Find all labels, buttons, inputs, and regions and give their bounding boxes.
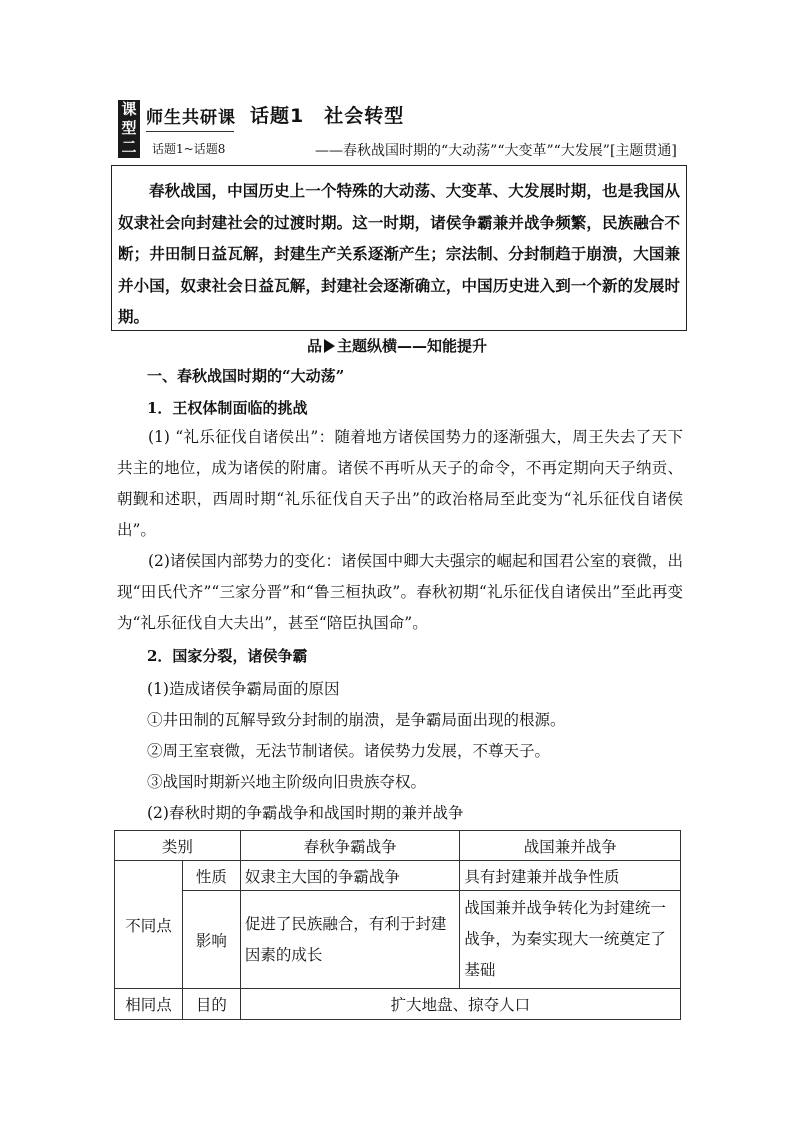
badge-char-2: 型 [121, 119, 137, 137]
table-cell: 战国兼并战争转化为封建统一战争，为秦实现大一统奠定了基础 [460, 891, 681, 989]
paragraph-2: (2)诸侯国内部势力的变化：诸侯国中卿大夫强宗的崛起和国君公室的衰微，出现“田氏代齐”“三家分晋”和“鲁三桓执政”。春秋初期“礼乐征伐自诸侯出”至此再变为“礼乐征伐自大夫出”，甚至“陪臣执国命”。 [117, 552, 683, 632]
table-cell-same: 相同点 [115, 989, 183, 1020]
table-row [115, 891, 681, 989]
reason-3: ③战国时期新兴地主阶级向旧贵族夺权。 [147, 773, 427, 791]
question-1: (1)造成诸侯争霸局面的原因 [147, 680, 340, 698]
comparison-table [114, 830, 681, 1020]
subsection-heading-1: 1．王权体制面临的挑战 [147, 399, 308, 417]
reason-2: ②周王室衰微，无法节制诸侯。诸侯势力发展，不尊天子。 [147, 742, 551, 760]
intro-box: 春秋战国，中国历史上一个特殊的大动荡、大变革、大发展时期，也是我国从奴隶社会向封建社会的过渡时期。这一时期，诸侯争霸兼并战争频繁，民族融合不断；井田制日益瓦解，封建生产关系逐渐产生；宗法制、分封制趋于崩溃，大国兼并小国，奴隶社会日益瓦解，封建社会逐渐确立，中国历史进入到一个新的发展时期。 [111, 165, 687, 331]
badge-char-1: 课 [121, 100, 137, 118]
table-cell: 具有封建兼并战争性质 [460, 861, 681, 891]
section-banner [0, 335, 794, 356]
table-row [115, 831, 681, 861]
subsection-heading-2: 2．国家分裂，诸侯争霸 [147, 647, 308, 665]
table-row [115, 989, 681, 1020]
table-header-zhanguo: 战国兼并战争 [460, 831, 681, 861]
table-cell-purpose: 目的 [182, 989, 240, 1020]
table-cell: 促进了民族融合，有利于封建因素的成长 [240, 891, 460, 989]
topic-range: 话题1~话题8 [152, 142, 226, 156]
table-cell-nature: 性质 [182, 861, 240, 891]
play-arrow-icon [324, 339, 335, 353]
table-cell: 奴隶主大国的争霸战争 [240, 861, 460, 891]
header-divider [146, 131, 234, 132]
lesson-type-badge [118, 100, 140, 158]
section-heading: 一、春秋战国时期的“大动荡” [147, 367, 345, 385]
badge-char-3: 二 [121, 138, 137, 156]
lesson-type-label: 师生共研课 [146, 108, 236, 128]
table-cell-impact: 影响 [182, 891, 240, 989]
paragraph-1: (1) “礼乐征伐自诸侯出”：随着地方诸侯国势力的逐渐强大，周王失去了天下共主的地位，成为诸侯的附庸。诸侯不再听从天子的命令，不再定期向天子纳贡、朝觐和述职，西周时期“礼乐征伐自天子出”的政治格局至此变为“礼乐征伐自诸侯出”。 [117, 428, 683, 539]
reason-1: ①井田制的瓦解导致分封制的崩溃，是争霸局面出现的根源。 [147, 711, 566, 729]
banner-prefix: 品 [306, 337, 322, 355]
table-header-category: 类别 [115, 831, 241, 861]
table-header-chunqiu: 春秋争霸战争 [240, 831, 460, 861]
banner-text: 主题纵横——知能提升 [337, 337, 488, 355]
table-cell-diff: 不同点 [115, 861, 183, 989]
topic-subtitle: ——春秋战国时期的“大动荡”“大变革”“大发展”[主题贯通] [315, 143, 677, 159]
table-cell: 扩大地盘、掠夺人口 [240, 989, 680, 1020]
table-row [115, 861, 681, 891]
question-2: (2)春秋时期的争霸战争和战国时期的兼并战争 [147, 804, 464, 822]
topic-title: 话题1 社会转型 [250, 105, 405, 127]
